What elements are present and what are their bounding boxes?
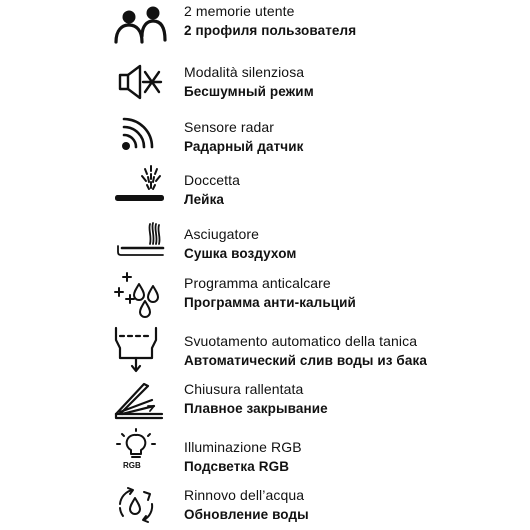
feature-label-it: Svuotamento automatico della tanica <box>184 333 418 349</box>
feature-label-ru: 2 профиля пользователя <box>184 23 357 38</box>
feature-row-water-renewal <box>0 482 530 528</box>
feature-row-radar-sensor <box>0 113 530 163</box>
feature-label-it: Rinnovo dell’acqua <box>184 487 305 503</box>
shower-icon <box>108 163 168 213</box>
feature-label-it: Illuminazione RGB <box>184 439 302 455</box>
feature-label-it: Chiusura rallentata <box>184 381 304 397</box>
feature-label-ru: Подсветка RGB <box>184 459 290 474</box>
water-renewal-icon <box>108 482 168 528</box>
feature-label-ru: Программа анти-кальций <box>184 295 356 310</box>
tank-drain-icon <box>108 324 168 378</box>
radar-sensor-icon <box>108 113 168 163</box>
soft-close-icon <box>108 378 168 428</box>
feature-row-dryer <box>0 218 530 268</box>
feature-label-ru: Радарный датчик <box>184 139 304 154</box>
feature-label-ru: Сушка воздухом <box>184 246 297 261</box>
feature-label-it: Programma anticalcare <box>184 275 331 291</box>
feature-row-silent-mode <box>0 57 530 107</box>
feature-row-anti-limescale <box>0 270 530 320</box>
feature-label-ru: Лейка <box>184 192 225 207</box>
rgb-light-icon <box>108 428 168 480</box>
silent-mode-icon <box>108 57 168 107</box>
feature-label-ru: Плавное закрывание <box>184 401 328 416</box>
feature-row-shower <box>0 163 530 213</box>
feature-row-rgb-lighting <box>0 428 530 480</box>
feature-label-ru: Автоматический слив воды из бака <box>184 353 427 368</box>
feature-label-it: Sensore radar <box>184 119 275 135</box>
feature-label-it: Doccetta <box>184 172 241 188</box>
rgb-badge: RGB <box>123 461 141 470</box>
feature-row-soft-close <box>0 378 530 428</box>
feature-row-tank-drain <box>0 324 530 378</box>
feature-label-ru: Обновление воды <box>184 507 309 522</box>
feature-label-it: Asciugatore <box>184 226 260 242</box>
air-dryer-icon <box>108 218 168 268</box>
feature-label-it: Modalità silenziosa <box>184 64 305 80</box>
feature-label-ru: Бесшумный режим <box>184 84 314 99</box>
feature-row-user-memories <box>0 2 530 52</box>
feature-label-it: 2 memorie utente <box>184 3 295 19</box>
anti-limescale-icon <box>108 270 168 320</box>
two-users-icon <box>108 2 168 52</box>
